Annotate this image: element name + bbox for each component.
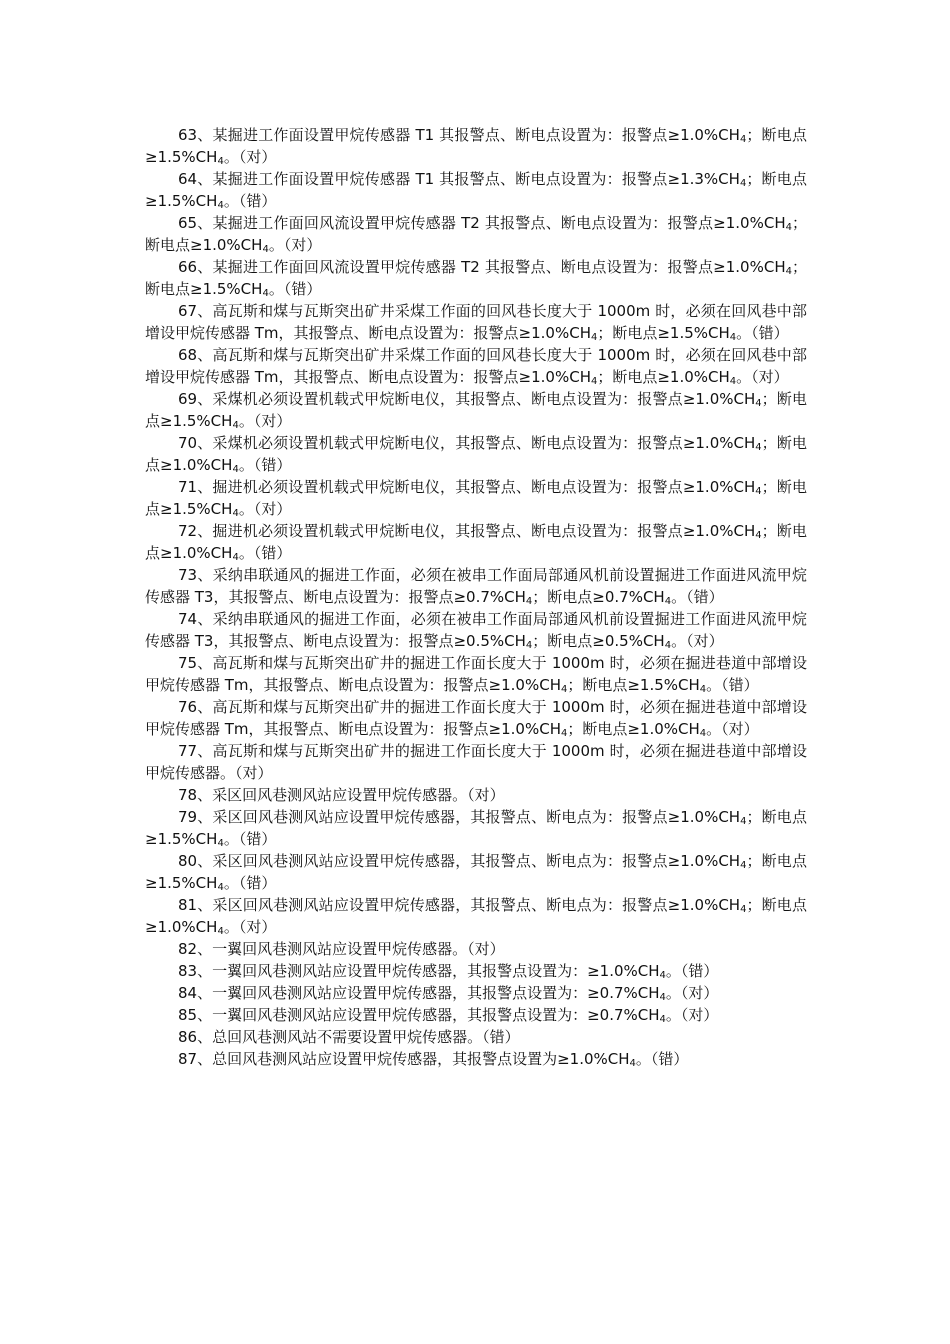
question-82: 82、一翼回风巷测风站应设置甲烷传感器。（对）	[178, 940, 505, 958]
question-76: 76、高瓦斯和煤与瓦斯突出矿井的掘进工作面长度大于 1000m 时，必须在掘进巷道中部增设甲烷传感器 Tm，其报警点、断电点设置为：报警点$\ge 1.0\%CH_4$；断电点$\ge 1.0\%CH_4$。（对）	[145, 698, 807, 739]
question-66: 66、某掘进工作面回风流设置甲烷传感器 T2 其报警点、断电点设置为：报警点$\ge 1.0\%CH_4$；断电点$\ge 1.5\%CH_4$。（错）	[145, 258, 807, 299]
question-74: 74、采纳串联通风的掘进工作面，必须在被串工作面局部通风机前设置掘进工作面进风流甲烷传感器 T3，其报警点、断电点设置为：报警点$\ge 0.5\%CH_4$；断电点$\ge 0.5\%CH_4$。（对）	[145, 610, 807, 651]
question-69: 69、采煤机必须设置机载式甲烷断电仪，其报警点、断电点设置为：报警点$\ge 1.0\%CH_4$；断电点$\ge 1.5\%CH_4$。（对）	[145, 390, 807, 431]
question-83: 83、一翼回风巷测风站应设置甲烷传感器，其报警点设置为：$\ge 1.0\%CH_4$。（错）	[178, 962, 719, 981]
question-85: 85、一翼回风巷测风站应设置甲烷传感器，其报警点设置为：$\ge 0.7\%CH_4$。（对）	[178, 1006, 719, 1025]
question-86: 86、总回风巷测风站不需要设置甲烷传感器。（错）	[178, 1028, 520, 1046]
document-body	[145, 124, 807, 1070]
question-79: 79、采区回风巷测风站应设置甲烷传感器，其报警点、断电点为：报警点$\ge 1.0\%CH_4$；断电点$\ge 1.5\%CH_4$。（错）	[145, 808, 807, 849]
question-72: 72、掘进机必须设置机载式甲烷断电仪，其报警点、断电点设置为：报警点$\ge 1.0\%CH_4$；断电点$\ge 1.0\%CH_4$。（错）	[145, 522, 807, 563]
question-78: 78、采区回风巷测风站应设置甲烷传感器。（对）	[178, 786, 505, 804]
question-68: 68、高瓦斯和煤与瓦斯突出矿井采煤工作面的回风巷长度大于 1000m 时，必须在回风巷中部增设甲烷传感器 Tm，其报警点、断电点设置为：报警点$\ge 1.0\%CH_4$；断电点$\ge 1.0\%CH_4$。（对）	[145, 346, 807, 387]
question-84: 84、一翼回风巷测风站应设置甲烷传感器，其报警点设置为：$\ge 0.7\%CH_4$。（对）	[178, 984, 719, 1003]
question-64: 64、某掘进工作面设置甲烷传感器 T1 其报警点、断电点设置为：报警点$\ge 1.3\%CH_4$；断电点$\ge 1.5\%CH_4$。（错）	[145, 170, 807, 211]
question-75: 75、高瓦斯和煤与瓦斯突出矿井的掘进工作面长度大于 1000m 时，必须在掘进巷道中部增设甲烷传感器 Tm，其报警点、断电点设置为：报警点$\ge 1.0\%CH_4$；断电点$\ge 1.5\%CH_4$。（错）	[145, 654, 807, 695]
question-67: 67、高瓦斯和煤与瓦斯突出矿井采煤工作面的回风巷长度大于 1000m 时，必须在回风巷中部增设甲烷传感器 Tm，其报警点、断电点设置为：报警点$\ge 1.0\%CH_4$；断电点$\ge 1.5\%CH_4$。（错）	[145, 302, 807, 343]
question-80: 80、采区回风巷测风站应设置甲烷传感器，其报警点、断电点为：报警点$\ge 1.0\%CH_4$；断电点$\ge 1.5\%CH_4$。（错）	[145, 852, 807, 893]
question-71: 71、掘进机必须设置机载式甲烷断电仪，其报警点、断电点设置为：报警点$\ge 1.0\%CH_4$；断电点$\ge 1.5\%CH_4$。（对）	[145, 478, 807, 519]
question-73: 73、采纳串联通风的掘进工作面，必须在被串工作面局部通风机前设置掘进工作面进风流甲烷传感器 T3，其报警点、断电点设置为：报警点$\ge 0.7\%CH_4$；断电点$\ge 0.7\%CH_4$。（错）	[145, 566, 807, 607]
question-87: 87、总回风巷测风站应设置甲烷传感器，其报警点设置为$\ge 1.0\%CH_4$。（错）	[178, 1050, 689, 1069]
question-63: 63、某掘进工作面设置甲烷传感器 T1 其报警点、断电点设置为：报警点$\ge 1.0\%CH_4$；断电点$\ge 1.5\%CH_4$。（对）	[145, 126, 807, 167]
question-81: 81、采区回风巷测风站应设置甲烷传感器，其报警点、断电点为：报警点$\ge 1.0\%CH_4$；断电点$\ge 1.0\%CH_4$。（对）	[145, 896, 807, 937]
question-65: 65、某掘进工作面回风流设置甲烷传感器 T2 其报警点、断电点设置为：报警点$\ge 1.0\%CH_4$；断电点$\ge 1.0\%CH_4$。（对）	[145, 214, 807, 255]
question-77: 77、高瓦斯和煤与瓦斯突出矿井的掘进工作面长度大于 1000m 时，必须在掘进巷道中部增设甲烷传感器。（对）	[145, 742, 807, 782]
question-70: 70、采煤机必须设置机载式甲烷断电仪，其报警点、断电点设置为：报警点$\ge 1.0\%CH_4$；断电点$\ge 1.0\%CH_4$。（错）	[145, 434, 807, 475]
